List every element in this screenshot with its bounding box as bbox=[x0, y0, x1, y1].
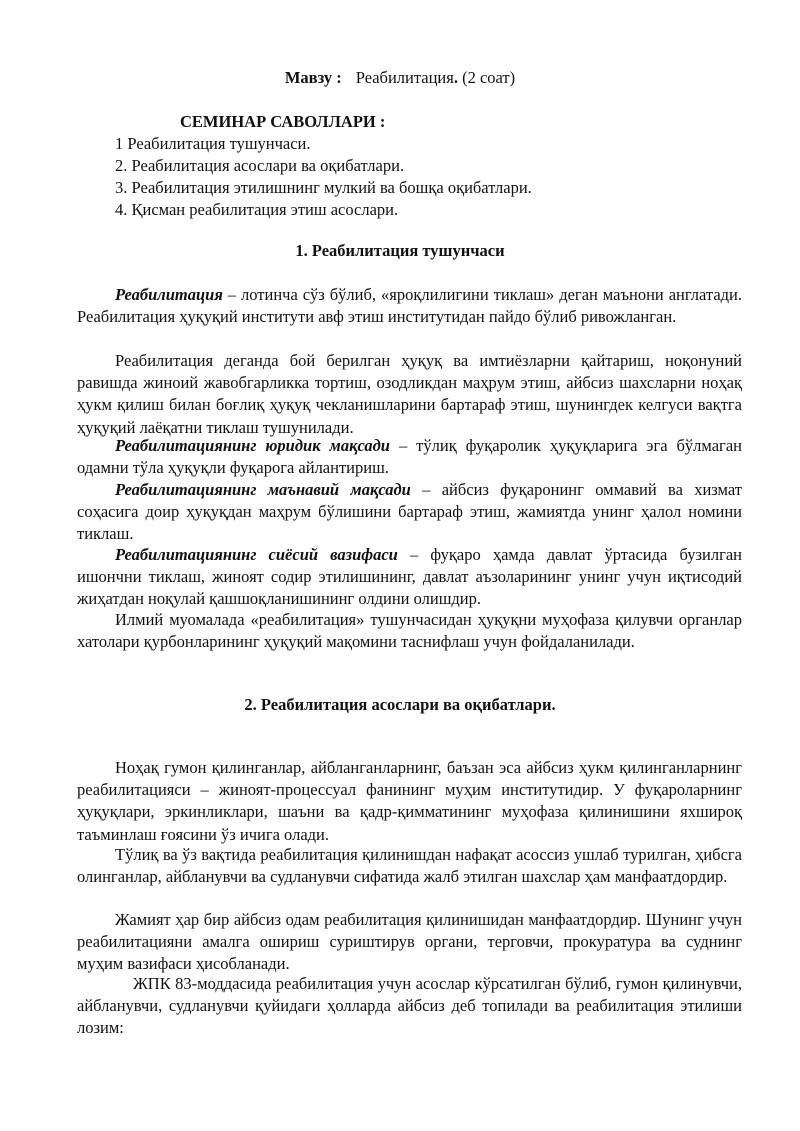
term-rehabilitation: Реабилитация bbox=[115, 285, 223, 304]
paragraph-text: – айбсиз фуқаронинг оммавий ва хизмат соҳасига доир ҳуқуқдан маҳрум бўлишини бартараф этиш, жамиятда унинг ҳалол номини тиклаш. bbox=[77, 480, 742, 544]
section-1-heading: 1. Реабилитация тушунчаси bbox=[295, 241, 505, 260]
section-1-paragraph-4 bbox=[77, 479, 742, 546]
topic-text: Реабилитация bbox=[355, 68, 454, 87]
section-2-paragraph-1: Ноҳақ гумон қилинганлар, айбланганларнинг, баъзан эса айбсиз ҳукм қилинганларнинг реабилитацияси – жиноят-процессуал фанининг муҳим институтидир. У фуқароларнинг ҳуқуқлари, эркинликлари, шаъни ва қадр-қимматининг муҳофаза қилинишини яхшироқ таъминлаш ғоясини ўз ичига олади. bbox=[77, 758, 742, 844]
topic-period: . bbox=[453, 68, 458, 87]
paragraph-text: – лотинча сўз бўлиб, «яроқлилигини тиклаш» деган маънони англатади. Реабилитация ҳуқуқий институти авф этиш институтидан пайдо бўлиб ривожланган. bbox=[77, 285, 742, 327]
section-2-heading: 2. Реабилитация асослари ва оқибатлари. bbox=[244, 695, 556, 714]
topic-label: Мавзу : bbox=[284, 68, 342, 87]
seminar-question: 1 Реабилитация тушунчаси. bbox=[115, 134, 311, 153]
section-1-paragraph-1 bbox=[77, 284, 742, 328]
section-2-paragraph-3: Жамият ҳар бир айбсиз одам реабилитация қилинишидан манфаатдордир. Шунинг учун реабилитацияни амалга ошириш суриштирув органи, терговчи, прокуратура ва суднинг муҳим вазифаси ҳисобланади. bbox=[77, 910, 742, 974]
seminar-question: 2. Реабилитация асослари ва оқибатлари. bbox=[115, 156, 405, 175]
seminar-questions-title: СЕМИНАР САВОЛЛАРИ : bbox=[180, 112, 386, 131]
section-1-paragraph-5 bbox=[77, 544, 742, 611]
paragraph-text: – тўлиқ фуқаролик ҳуқуқларига эга бўлмаган одамни тўла ҳуқуқли фуқарога айлантириш. bbox=[77, 436, 742, 478]
section-1-paragraph-2: Реабилитация деганда бой берилган ҳуқуқ ва имтиёзларни қайтариш, ноқонуний равишда жиноий жавобгарликка тортиш, озодликдан маҳрум этиш, айбсиз шахсларни ноҳақ ҳукм қилиш билан боғлиқ ҳуқуқ чекланишларини бартараф этиш, шунингдек келгуси вақтга ҳуқуқий лаёқатни тиклаш тушунилади. bbox=[77, 351, 742, 437]
topic-hours: (2 соат) bbox=[457, 68, 516, 87]
seminar-question: 3. Реабилитация этилишнинг мулкий ва бошқа оқибатлари. bbox=[115, 178, 532, 197]
paragraph-text: – фуқаро ҳамда давлат ўртасида бузилган ишончни тиклаш, жиноят содир этилишининг, давлат аъзоларининг унинг учун иқтисодий жиҳатдан ноқулай қашшоқланишининг олдини олишдир. bbox=[77, 545, 742, 609]
section-1-paragraph-6: Илмий муомалада «реабилитация» тушунчасидан ҳуқуқни муҳофаза қилувчи органлар хатолари қурбонларининг ҳуқуқий мақомини таснифлаш учун фойдаланилади. bbox=[77, 610, 742, 652]
section-2-paragraph-4: ЖПК 83-моддасида реабилитация учун асослар кўрсатилган бўлиб, гумон қилинувчи, айбланувчи, судланувчи қуйидаги ҳолларда айбсиз деб топилади ва реабилитация этилиши лозим: bbox=[77, 974, 742, 1038]
term-moral-goal: Реабилитациянинг маънавий мақсади bbox=[115, 480, 411, 499]
term-legal-goal: Реабилитациянинг юридик мақсади bbox=[115, 436, 390, 455]
section-2-paragraph-2: Тўлиқ ва ўз вақтида реабилитация қилинишдан нафақат асоссиз ушлаб турилган, ҳибсга олинганлар, айбланувчи ва судланувчи сифатида жалб этилган шахслар ҳам манфаатдордир. bbox=[77, 845, 742, 887]
seminar-questions-list bbox=[115, 133, 532, 221]
topic-line bbox=[0, 67, 800, 89]
seminar-question: 4. Қисман реабилитация этиш асослари. bbox=[115, 200, 399, 219]
term-political-task: Реабилитациянинг сиёсий вазифаси bbox=[115, 545, 398, 564]
section-1-paragraph-3 bbox=[77, 435, 742, 479]
